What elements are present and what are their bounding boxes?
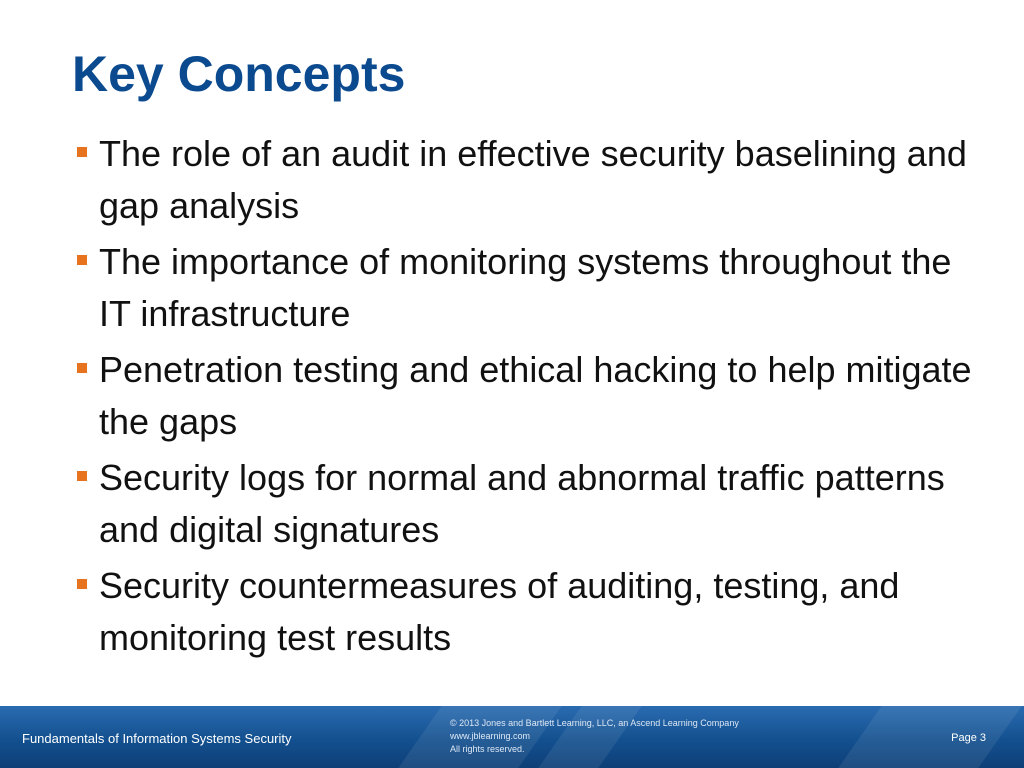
bullet-text: Security countermeasures of auditing, testing, and monitoring test results xyxy=(99,565,900,658)
footer-rights: All rights reserved. xyxy=(450,744,525,754)
bullet-text: The role of an audit in effective security baselining and gap analysis xyxy=(99,133,967,226)
footer-copyright: © 2013 Jones and Bartlett Learning, LLC, an Ascend Learning Company xyxy=(450,718,739,728)
slide-title: Key Concepts xyxy=(72,46,406,102)
square-bullet-icon xyxy=(77,363,87,373)
bullet-item xyxy=(72,560,992,664)
square-bullet-icon xyxy=(77,471,87,481)
bullet-list xyxy=(72,128,992,668)
bullet-item xyxy=(72,452,992,556)
square-bullet-icon xyxy=(77,255,87,265)
bullet-item xyxy=(72,128,992,232)
footer-copyright-block xyxy=(450,717,739,756)
page-number: Page 3 xyxy=(951,732,986,744)
footer-bar xyxy=(0,706,1024,768)
square-bullet-icon xyxy=(77,147,87,157)
bullet-text: Penetration testing and ethical hacking to help mitigate the gaps xyxy=(99,349,972,442)
bullet-text: The importance of monitoring systems throughout the IT infrastructure xyxy=(99,241,952,334)
footer-course-title: Fundamentals of Information Systems Security xyxy=(22,731,292,746)
bullet-item xyxy=(72,236,992,340)
bullet-text: Security logs for normal and abnormal traffic patterns and digital signatures xyxy=(99,457,945,550)
square-bullet-icon xyxy=(77,579,87,589)
bullet-item xyxy=(72,344,992,448)
footer-website: www.jblearning.com xyxy=(450,731,531,741)
